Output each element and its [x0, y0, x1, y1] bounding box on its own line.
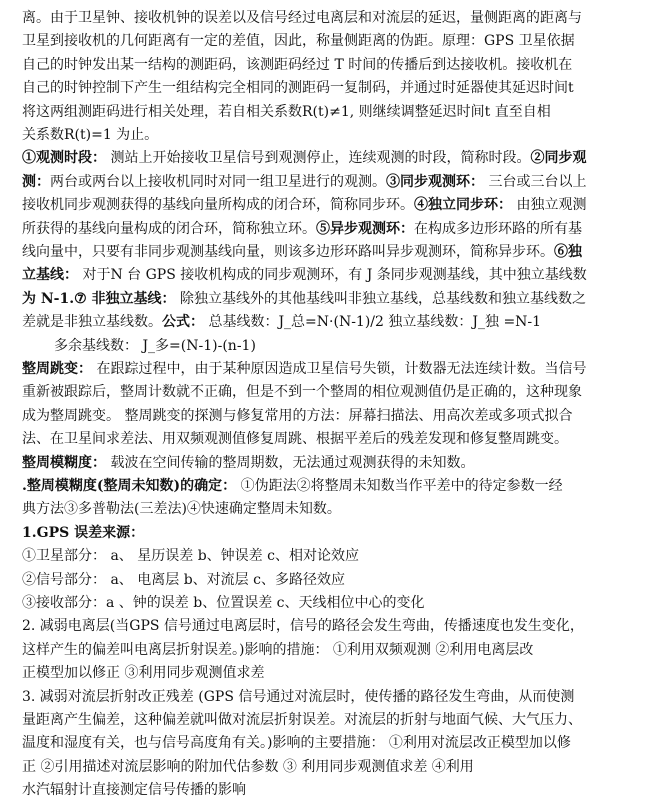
text-run: 对于N 台 GPS 接收机构成的同步观测环，有 J 条同步观测基线，其中独立基线数: [78, 267, 587, 284]
text-line: 重新被跟踪后，整周计数就不正确，但是不到一个整周的相位观测值仍是正确的，这种现象: [22, 384, 582, 401]
text-line: [22, 521, 144, 545]
text-line: ②信号部分： a、 电离层 b、对流层 c、多路径效应: [22, 571, 345, 588]
text-line: ③接收部分：a 、钟的误差 b、位置误差 c、天线相位中心的变化: [22, 595, 425, 611]
text-line: 典方法③多普勒法(三差法)④快速确定整周未知数。: [22, 501, 341, 518]
text-run: 测站上开始接收卫星信号到观测停止，连续观测的时段，简称时段。: [106, 150, 531, 167]
text-line: 正 ②引用描述对流层影响的附加代估参数 ③ 利用同步观测值求差 ④利用: [22, 758, 474, 775]
bold-term: 1.GPS 误差来源：: [22, 524, 145, 541]
text-line: [22, 474, 563, 498]
bold-term: ①观测时段：: [22, 150, 106, 167]
text-line: [22, 451, 474, 475]
text-run: 三台或三台以上: [484, 173, 587, 190]
text-line: 将这两组测距码进行相关处理，若自相关系数R(t)≠1, 则继续调整延迟时间t 直至自相: [22, 103, 551, 120]
text-run: 载波在空间传输的整周期数，无法通过观测获得的未知数。: [106, 454, 475, 471]
text-line: [22, 240, 582, 264]
text-line: [22, 217, 582, 241]
text-line: 水汽辐射计直接测定信号传播的影响: [22, 782, 246, 799]
text-line: [22, 170, 586, 194]
bold-term: ②同步观: [530, 150, 587, 167]
text-line: [22, 287, 586, 311]
bold-term: 测：: [22, 173, 50, 190]
bold-term: 整周跳变：: [22, 361, 92, 377]
text-run: 由独立观测: [512, 197, 587, 214]
text-run: 所获得的基线向量构成的闭合环，简称独立环。: [22, 220, 316, 237]
bold-term: 整周模糊度：: [22, 454, 106, 471]
bold-term: 为 N-1.⑦ 非独立基线：: [22, 290, 176, 307]
text-line: 关系数R(t)=1 为止。: [22, 127, 159, 143]
text-run: 线向量中，只要有非同步观测基线向量，则该多边形环路叫异步观测环，简称异步环。: [22, 244, 554, 260]
text-line: 成为整周跳变。 整周跳变的探测与修复常用的方法：屏幕扫描法、用高次差或多项式拟合: [22, 407, 573, 424]
text-line: [22, 193, 586, 217]
text-line: 多余基线数： J_多=(N-1)-(n-1): [54, 337, 256, 354]
text-line: 温度和湿度有关，也与信号高度角有关。)影响的主要措施： ①利用对流层改正模型加以修: [22, 735, 571, 752]
text-line: 正模型加以修正 ③利用同步观测值求差: [22, 665, 265, 682]
bold-term: 立基线：: [22, 267, 78, 284]
bold-term: ③同步观测环：: [386, 173, 484, 190]
bold-term: 公式：: [162, 314, 204, 331]
text-line: 离。由于卫星钟、接收机钟的误差以及信号经过电离层和对流层的延迟，量侧距离的距离与: [22, 10, 582, 26]
text-run: 两台或两台以上接收机同时对同一组卫星进行的观测。: [50, 173, 386, 190]
text-run: 除独立基线外的其他基线叫非独立基线，总基线数和独立基线数之: [175, 290, 586, 307]
text-line: 卫星到接收机的几何距离有一定的差值，因此，称量侧距离的伪距。原理：GPS 卫星依据: [22, 33, 575, 50]
text-run: 在跟踪过程中，由于某种原因造成卫星信号失锁，计数器无法连续计数。当信号: [92, 361, 587, 377]
bold-term: ④独立同步环：: [414, 197, 512, 214]
text-line: 法、在卫星间求差法、用双频观测值修复周跳、根据平差后的残差发现和修复整周跳变。: [22, 431, 568, 448]
text-run: 接收机同步观测获得的基线向量所构成的闭合环，简称同步环。: [22, 197, 414, 214]
bold-term: ⑥独: [554, 244, 582, 260]
text-line: [22, 146, 586, 170]
text-line: 量距离产生偏差，这种偏差就叫做对流层折射误差。对流层的折射与地面气候、大气压力、: [22, 712, 582, 728]
text-run: 在构成多边形环路的所有基: [414, 220, 582, 237]
bold-term: .整周模糊度(整周未知数)的确定：: [22, 478, 237, 494]
text-line: 自己的时钟控制下产生一组结构完全相同的测距码一复制码，并通过时延器使其延迟时间t: [22, 80, 574, 97]
text-run: 总基线数：J_总=N·(N-1)/2 独立基线数：J_独 =N-1: [204, 314, 542, 331]
text-line: [22, 357, 586, 381]
bold-term: ⑤异步观测环：: [316, 220, 414, 237]
text-run: ①伪距法②将整周未知数当作平差中的待定参数一经: [236, 478, 563, 494]
text-line: 2. 减弱电离层(当GPS 信号通过电离层时，信号的路径会发生弯曲，传播速度也发生变化，: [22, 618, 584, 635]
text-line: 自己的时钟发出某一结构的测距码，该测距码经过 T 时间的传播后到达接收机。接收机在: [22, 56, 573, 73]
text-line: [22, 263, 587, 287]
text-run: 差就是非独立基线数。: [22, 314, 162, 331]
text-line: ①卫星部分： a、 星历误差 b、钟误差 c、相对论效应: [22, 548, 359, 565]
text-line: 这样产生的偏差叫电离层折射误差。)影响的措施： ①利用双频观测 ②利用电离层改: [22, 641, 534, 658]
text-line: 3. 减弱对流层折射改正残差 (GPS 信号通过对流层时，使传播的路径发生弯曲，从而使测: [22, 688, 575, 705]
text-line: [22, 310, 541, 334]
